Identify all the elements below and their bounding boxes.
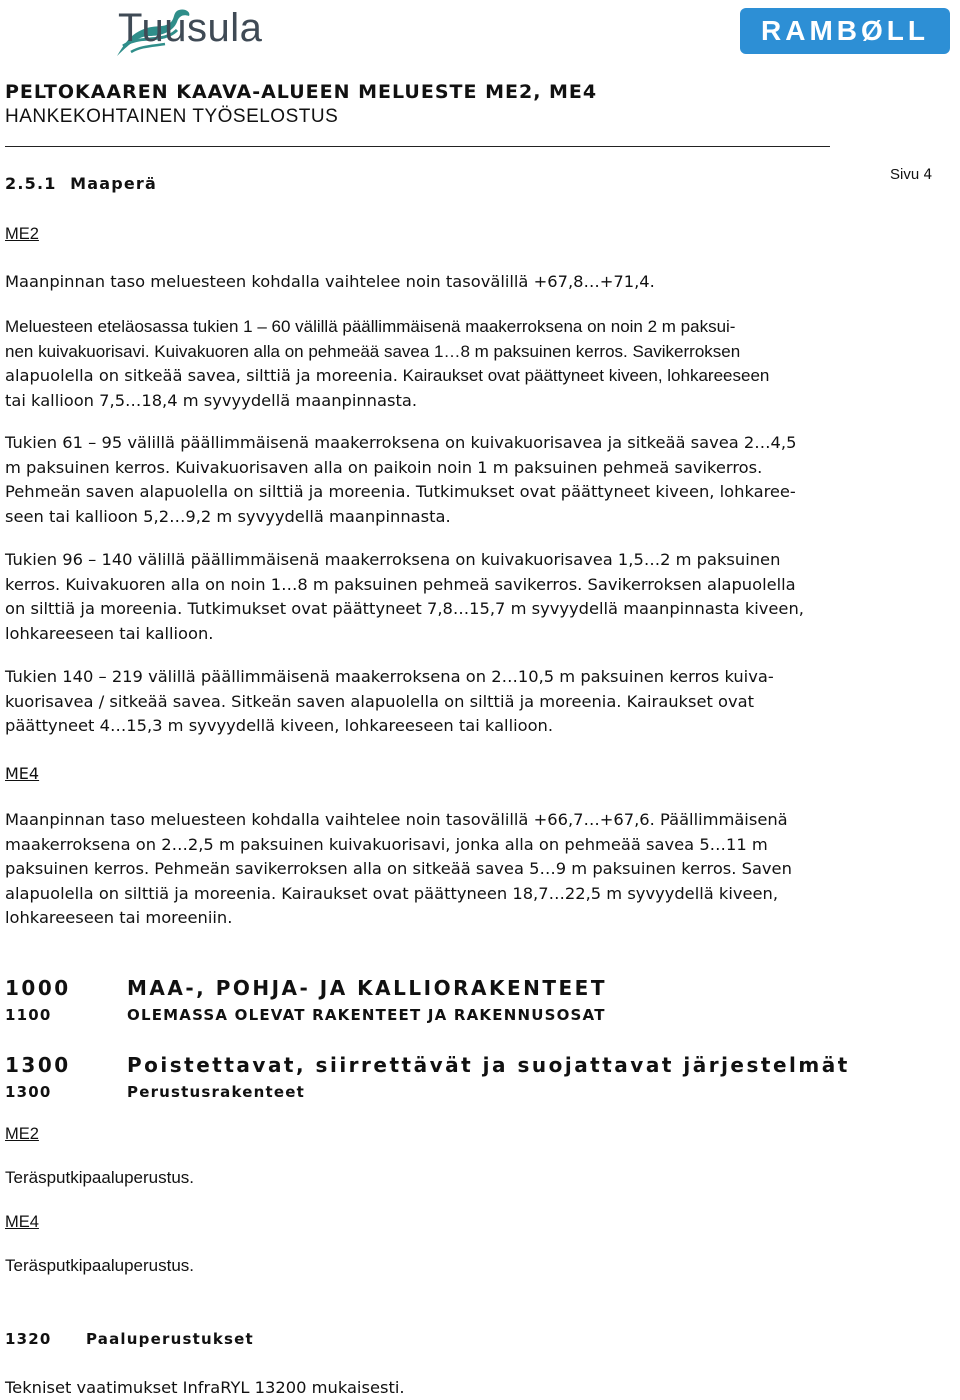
foundation-me2-text: Teräsputkipaaluperustus. [5, 1168, 195, 1187]
document-subtitle: HANKEKOHTAINEN TYÖSELOSTUS [5, 106, 339, 127]
page-number-value: 4 [923, 167, 933, 183]
page-label: Sivu [890, 166, 920, 183]
me4-p-line-1: Maanpinnan taso meluesteen kohdalla vaihtelee noin tasovälillä +66,7…+67,6. Päällimmäisenä [5, 810, 788, 829]
me4-p-line-3: paksuinen kerros. Pehmeän savikerroksen alla on sitkeää savea 5…9 m paksuinen kerros. Saven [5, 859, 792, 878]
heading-1300-title: Poistettavat, siirrettävät ja suojattavat järjestelmät [127, 1053, 850, 1077]
me2-p2-line-3b: Kairaukset ovat päättyneet kiveen, lohkareeseen [397, 366, 770, 385]
foundation-me2-label: ME2 [5, 1125, 39, 1143]
foundation-me4-text: Teräsputkipaaluperustus. [5, 1256, 195, 1275]
me4-paragraph [5, 808, 935, 931]
me2-p1-line: Maanpinnan taso meluesteen kohdalla vaihtelee noin tasovälillä +67,8…+71,4. [5, 272, 655, 291]
me2-paragraph-5 [5, 665, 935, 739]
me4-label: ME4 [5, 764, 40, 783]
tuusula-wordmark: Tuusula [118, 6, 263, 50]
me4-p-line-5: lohkareeseen tai moreeniin. [5, 908, 233, 927]
me2-paragraph-2 [5, 315, 935, 413]
me4-p-line-2: maakerroksena on 2…2,5 m paksuinen kuivakuorisavi, jonka alla on pehmeää savea 5…11 m [5, 834, 768, 854]
me4-p-line-4: alapuolella on silttiä ja moreenia. Kairaukset ovat päättyneen 18,7…22,5 m syvyydellä kiveen, [5, 883, 779, 903]
technical-requirements-text: Tekniset vaatimukset InfraRYL 13200 mukaisesti. [5, 1378, 405, 1397]
heading-1000-title: MAA-, POHJA- JA KALLIORAKENTEET [127, 976, 607, 1000]
me2-p5-line-2: kuorisavea / sitkeää savea. Sitkeän saven alapuolella on silttiä ja moreenia. Kairaukset ovat [5, 691, 754, 711]
section-heading: 2.5.1 Maaperä [5, 174, 158, 193]
me2-p4-line-4: lohkareeseen tai kallioon. [5, 623, 214, 643]
me2-paragraph-4 [5, 548, 935, 646]
me2-label: ME2 [5, 225, 39, 243]
me2-paragraph-1 [5, 270, 935, 295]
ramboll-wordmark: RAMBØLL [761, 15, 929, 46]
foundation-me4-label: ME4 [5, 1213, 39, 1231]
me2-p2-line-2b: Savikerroksen [627, 341, 741, 361]
me2-p2-line-2: nen kuivakuorisavi. Kuivakuoren alla on pehmeää savea 1…8 m paksuinen kerros. [5, 341, 628, 361]
document-title: PELTOKAAREN KAAVA-ALUEEN MELUESTE ME2, ME4 [5, 81, 598, 103]
me2-p3-line-2: m paksuinen kerros. Kuivakuorisaven alla on paikoin noin 1 m paksuinen pehmeä savikerros. [5, 457, 763, 477]
heading-1100-title: OLEMASSA OLEVAT RAKENTEET JA RAKENNUSOSAT [127, 1006, 606, 1024]
me2-p3-line-3: Pehmeän saven alapuolella on silttiä ja moreenia. Tutkimukset ovat päättyneet kiveen, lohkaree- [5, 482, 796, 501]
heading-1300b-code: 1300 [5, 1083, 52, 1101]
me2-p3-line-4: seen tai kallioon 5,2…9,2 m syvyydellä maanpinnasta. [5, 506, 451, 526]
me2-p4-line-3: on silttiä ja moreenia. Tutkimukset ovat päättyneet 7,8…15,7 m syvyydellä maanpinnasta kiveen, [5, 599, 804, 618]
heading-1000-code: 1000 [5, 976, 71, 1000]
heading-1300-code: 1300 [5, 1053, 71, 1077]
heading-1320-title: Paaluperustukset [86, 1330, 254, 1348]
heading-1320-code: 1320 [5, 1330, 52, 1348]
page-number [890, 166, 932, 183]
me2-p5-line-1: Tukien 140 – 219 välillä päällimmäisenä maakerroksena on 2…10,5 m paksuinen kerros kuiva- [5, 667, 774, 686]
me2-p5-line-3: päättyneet 4…15,3 m syvyydellä kiveen, lohkareeseen tai kallioon. [5, 716, 554, 735]
me2-p2-line-3: alapuolella on sitkeää savea, silttiä ja moreenia. [5, 366, 398, 385]
heading-1100-code: 1100 [5, 1006, 52, 1024]
me2-p4-line-1: Tukien 96 – 140 välillä päällimmäisenä maakerroksena on kuivakuorisavea 1,5…2 m paksuinen [5, 550, 781, 569]
me2-p2-line-4: tai kallioon 7,5…18,4 m syvyydellä maanpinnasta. [5, 390, 417, 410]
header-rule [5, 146, 830, 147]
heading-1300b-title: Perustusrakenteet [127, 1083, 305, 1101]
me2-paragraph-3 [5, 431, 935, 529]
me2-p4-line-2: kerros. Kuivakuoren alla on noin 1…8 m paksuinen pehmeä savikerros. Savikerroksen alapuolella [5, 574, 796, 594]
me2-p3-line-1: Tukien 61 – 95 välillä päällimmäisenä maakerroksena on kuivakuorisavea ja sitkeää savea 2…4,5 [5, 433, 797, 452]
me2-p2-line-1: Meluesteen eteläosassa tukien 1 – 60 välillä päällimmäisenä maakerroksena on noin 2 m paksui- [5, 317, 736, 336]
